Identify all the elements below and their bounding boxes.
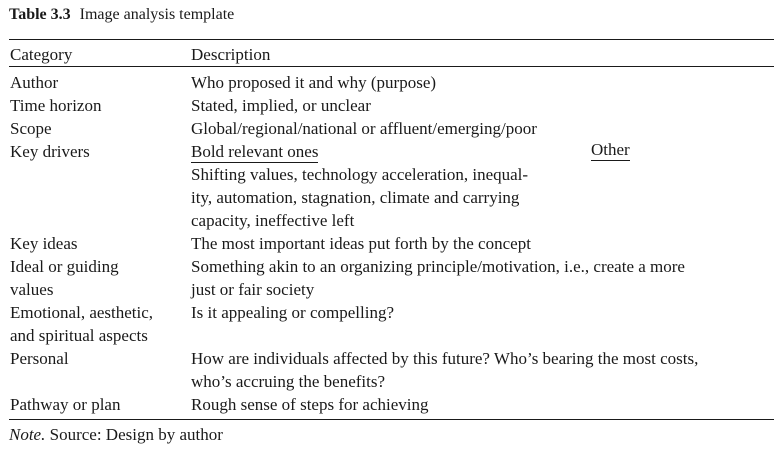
row-time-horizon-description bbox=[191, 94, 371, 117]
note-text: Source: Design by author bbox=[49, 425, 223, 444]
category-line: Pathway or plan bbox=[10, 395, 121, 414]
description-line: Who proposed it and why (purpose) bbox=[191, 73, 437, 92]
category-line: values bbox=[10, 280, 54, 299]
header-description: Description bbox=[191, 45, 271, 64]
description-line: Rough sense of steps for achieving bbox=[191, 395, 429, 414]
row-author-description bbox=[191, 71, 436, 94]
description-line: Is it appealing or compelling? bbox=[191, 303, 394, 322]
description-line: Shifting values, technology acceleration, inequal- bbox=[191, 165, 529, 184]
row-pathway-category bbox=[10, 393, 120, 416]
row-pathway-description bbox=[191, 393, 428, 416]
bottom-rule bbox=[9, 419, 774, 420]
header-rule bbox=[9, 66, 774, 67]
category-line: Key drivers bbox=[10, 142, 90, 161]
row-author-category bbox=[10, 71, 58, 94]
other-label: Other bbox=[591, 140, 630, 159]
table-title: Image analysis template bbox=[79, 6, 235, 23]
row-key-drivers-description bbox=[191, 163, 528, 232]
row-personal-description bbox=[191, 347, 698, 393]
description-line: just or fair society bbox=[191, 280, 315, 299]
description-line: Global/regional/national or affluent/emerging/poor bbox=[191, 119, 537, 138]
description-line: Stated, implied, or unclear bbox=[191, 96, 371, 115]
row-scope-description bbox=[191, 117, 537, 140]
row-key-drivers-category bbox=[10, 140, 90, 163]
table-caption bbox=[9, 5, 234, 25]
row-key-ideas-category bbox=[10, 232, 78, 255]
row-time-horizon-category bbox=[10, 94, 101, 117]
row-ideal-values-category bbox=[10, 255, 119, 301]
description-line: The most important ideas put forth by the concept bbox=[191, 234, 531, 253]
description-line: How are individuals affected by this future? Who’s bearing the most costs, bbox=[191, 349, 699, 368]
category-line: Key ideas bbox=[10, 234, 78, 253]
top-rule bbox=[9, 39, 774, 40]
row-ideal-values-description bbox=[191, 255, 685, 301]
category-line: Time horizon bbox=[10, 96, 102, 115]
header-category: Category bbox=[10, 45, 73, 64]
key-drivers-subheading bbox=[191, 140, 636, 163]
category-line: Scope bbox=[10, 119, 52, 138]
note-label: Note. bbox=[9, 425, 46, 444]
category-line: Ideal or guiding bbox=[10, 257, 119, 276]
row-emotional-description bbox=[191, 301, 394, 324]
row-scope-category bbox=[10, 117, 52, 140]
row-personal-category bbox=[10, 347, 69, 370]
table-note bbox=[9, 424, 223, 446]
category-line: Personal bbox=[10, 349, 69, 368]
table-number: Table 3.3 bbox=[9, 6, 71, 23]
description-line: ity, automation, stagnation, climate and carrying bbox=[191, 188, 520, 207]
category-line: and spiritual aspects bbox=[10, 326, 148, 345]
bold-relevant-label: Bold relevant ones bbox=[191, 142, 319, 161]
row-key-ideas-description bbox=[191, 232, 531, 255]
row-emotional-category bbox=[10, 301, 153, 347]
category-line: Emotional, aesthetic, bbox=[10, 303, 154, 322]
description-line: Something akin to an organizing principle/motivation, i.e., create a more bbox=[191, 257, 685, 276]
description-line: who’s accruing the benefits? bbox=[191, 372, 386, 391]
category-line: Author bbox=[10, 73, 59, 92]
description-line: capacity, ineffective left bbox=[191, 211, 355, 230]
